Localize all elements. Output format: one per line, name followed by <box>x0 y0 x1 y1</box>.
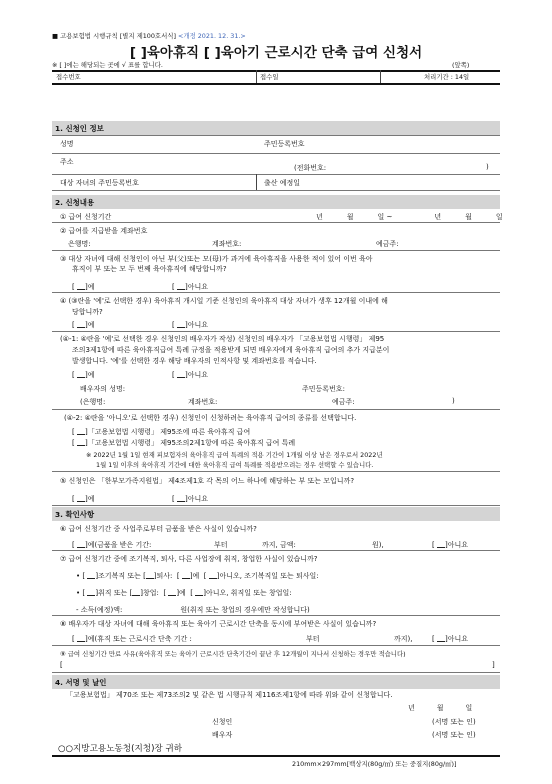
paper-spec: 210mm×297mm[백상지(80g/㎡) 또는 중질지(80g/㎡)] <box>292 760 457 768</box>
special-case-note: ※ 2022년 1월 1일 현재 피보험자의 육아휴직 급여 특례의 적용 기간이 1개월 이상 남은 경우로서 2022년 <box>86 451 383 459</box>
q7-employ-startup-row[interactable]: • [ ]취직 또는 [ ]창업: [ ]예 [ ]아니오, 취직일 또는 창업일: <box>76 589 292 597</box>
q8-question: ⑧ 배우자가 대상 자녀에 대해 육아휴직 또는 육아기 근로시간 단축을 동시에 부여받은 사실이 있습니까? <box>60 620 377 628</box>
bank-name-field[interactable]: 은행명: <box>68 240 91 248</box>
processing-period: 처리기간 : 14일 <box>424 73 470 81</box>
q6-question: ⑥ 급여 신청기간 중 사업주로부터 금품을 받은 사실이 있습니까? <box>60 525 257 533</box>
spouse-holder-field[interactable]: 예금주: <box>332 398 355 406</box>
spouse-account-field[interactable]: 계좌번호: <box>188 398 218 406</box>
applicant-label: 신청인 <box>212 718 233 726</box>
account-holder-field[interactable]: 예금주: <box>376 240 399 248</box>
q9-reason-field[interactable]: [ <box>60 661 63 669</box>
q3-yes-checkbox[interactable]: [ ]예 <box>72 283 95 291</box>
receipt-number-label: 접수번호 <box>56 73 81 81</box>
q4-2-option2-checkbox[interactable]: [ ]「고용보험법 시행령」 제95조의2제1항에 따른 육아휴직 급여 특례 <box>72 439 296 447</box>
q6-yes-checkbox[interactable]: [ ]예(금품을 받은 기간: <box>72 541 152 549</box>
name-label: 성명 <box>60 140 74 148</box>
spouse-label: 배우자 <box>212 731 233 739</box>
q8-yes-checkbox[interactable]: [ ]예(휴직 또는 근로시간 단축 기간 : <box>72 635 192 643</box>
q4-1-no-checkbox[interactable]: [ ]아니요 <box>172 371 208 379</box>
section-request-details: 2. 신청내용 <box>52 195 500 209</box>
rrn-label: 주민등록번호 <box>264 140 305 148</box>
q7-return-quit-row[interactable]: • [ ]조기복직 또는 [ ]퇴사: [ ]예 [ ]아니오, 조기복직일 또는 퇴사일: <box>76 572 319 580</box>
q1-period-label: ① 급여 신청기간 <box>60 213 112 221</box>
child-rrn-label: 대상 자녀의 주민등록번호 <box>60 179 139 187</box>
q7-question: ⑦ 급여 신청기간 중에 조기복직, 퇴사, 다른 사업장에 취직, 창업한 사실이 있습니까? <box>60 555 318 563</box>
section-confirmation: 3. 확인사항 <box>52 507 500 521</box>
form-title: [ ]육아휴직 [ ]육아기 근로시간 단축 급여 신청서 <box>129 45 423 61</box>
q4-1-question: (④-1: ④란을 '예'로 선택한 경우 신청인의 배우자가 작성) 신청인의 배우자가 「고용보험법 시행령」 제95 <box>60 335 385 343</box>
due-date-label: 출산 예정일 <box>264 179 301 187</box>
q3-no-checkbox[interactable]: [ ]아니요 <box>172 283 208 291</box>
q4-2-option1-checkbox[interactable]: [ ]「고용보험법 시행령」 제95조에 따른 육아휴직 급여 <box>72 428 251 436</box>
q9-question: ⑨ 급여 신청기간 만료 사유(육아휴직 또는 육아기 근로시간 단축기간이 끝난 후 12개월이 지나서 신청하는 경우만 적습니다) <box>60 650 406 658</box>
spouse-name-field[interactable]: 배우자의 성명: <box>80 385 126 393</box>
q4-1-yes-checkbox[interactable]: [ ]예 <box>72 371 95 379</box>
sign-date-field[interactable]: 년 월 일 <box>408 704 473 712</box>
q7-income-field[interactable]: - 소득(예정)액: 원(취직 또는 창업의 경우에만 작성합니다) <box>76 606 310 614</box>
q4-yes-checkbox[interactable]: [ ]예 <box>72 321 95 329</box>
q3-question: ③ 대상 자녀에 대해 신청인이 아닌 부(父)또는 모(母)가 과거에 육아휴직을 사용한 적이 있어 이번 육아 <box>60 255 373 263</box>
q4-question: ④ (③란을 '예'로 선택한 경우) 육아휴직 개시일 기준 신청인의 육아휴직 대상 자녀가 생후 12개월 이내에 해 <box>60 297 388 305</box>
q6-no-checkbox[interactable]: [ ]아니요 <box>432 541 468 549</box>
law-reference: ■ 고용보험법 시행규칙 [별지 제100호서식] <개정 2021. 12. 31.> <box>52 32 246 40</box>
amendment-date: <개정 2021. 12. 31.> <box>178 32 246 40</box>
page-side: (앞쪽) <box>452 61 470 69</box>
spouse-rrn-field[interactable]: 주민등록번호: <box>302 385 345 393</box>
q6-amount-field[interactable]: 까지, 금액: <box>262 541 296 549</box>
address-label: 주소 <box>60 158 74 166</box>
recipient-office: ○○지방고용노동청(지청)장 귀하 <box>58 744 183 754</box>
q5-question: ⑤ 신청인은 「한부모가족지원법」 제4조제1호 각 목의 어느 하나에 해당하는 부 또는 모입니까? <box>60 477 355 485</box>
spouse-signature[interactable]: (서명 또는 인) <box>432 731 476 739</box>
checkbox-note: ※ [ ]에는 해당되는 곳에 √ 표를 합니다. <box>52 61 163 69</box>
q1-date-field[interactable]: 년 월 일 ~ 년 월 일 <box>316 213 503 221</box>
applicant-signature[interactable]: (서명 또는 인) <box>432 718 476 726</box>
receipt-date-label: 접수일 <box>260 73 279 81</box>
q5-yes-checkbox[interactable]: [ ]예 <box>72 495 95 503</box>
phone-label: (전화번호: <box>294 164 327 172</box>
q2-account-label: ② 급여를 지급받을 계좌번호 <box>60 227 148 235</box>
account-number-field[interactable]: 계좌번호: <box>212 240 242 248</box>
q4-2-question: (④-2: ④란을 '아니오'로 선택한 경우) 신청인이 신청하려는 육아휴직 급여의 종류를 선택합니다. <box>64 414 357 422</box>
section-applicant-info: 1. 신청인 정보 <box>52 121 500 135</box>
q8-no-checkbox[interactable]: [ ]아니요 <box>432 635 468 643</box>
q4-no-checkbox[interactable]: [ ]아니요 <box>172 321 208 329</box>
q5-no-checkbox[interactable]: [ ]아니요 <box>172 495 208 503</box>
legal-basis-text: 「고용보험법」 제70조 또는 제73조의2 및 같은 법 시행규칙 제116조제1항에 따라 위와 같이 신청합니다. <box>66 691 393 699</box>
section-signature: 4. 서명 및 날인 <box>52 675 500 689</box>
spouse-bank-field[interactable]: (은행명: <box>80 398 106 406</box>
